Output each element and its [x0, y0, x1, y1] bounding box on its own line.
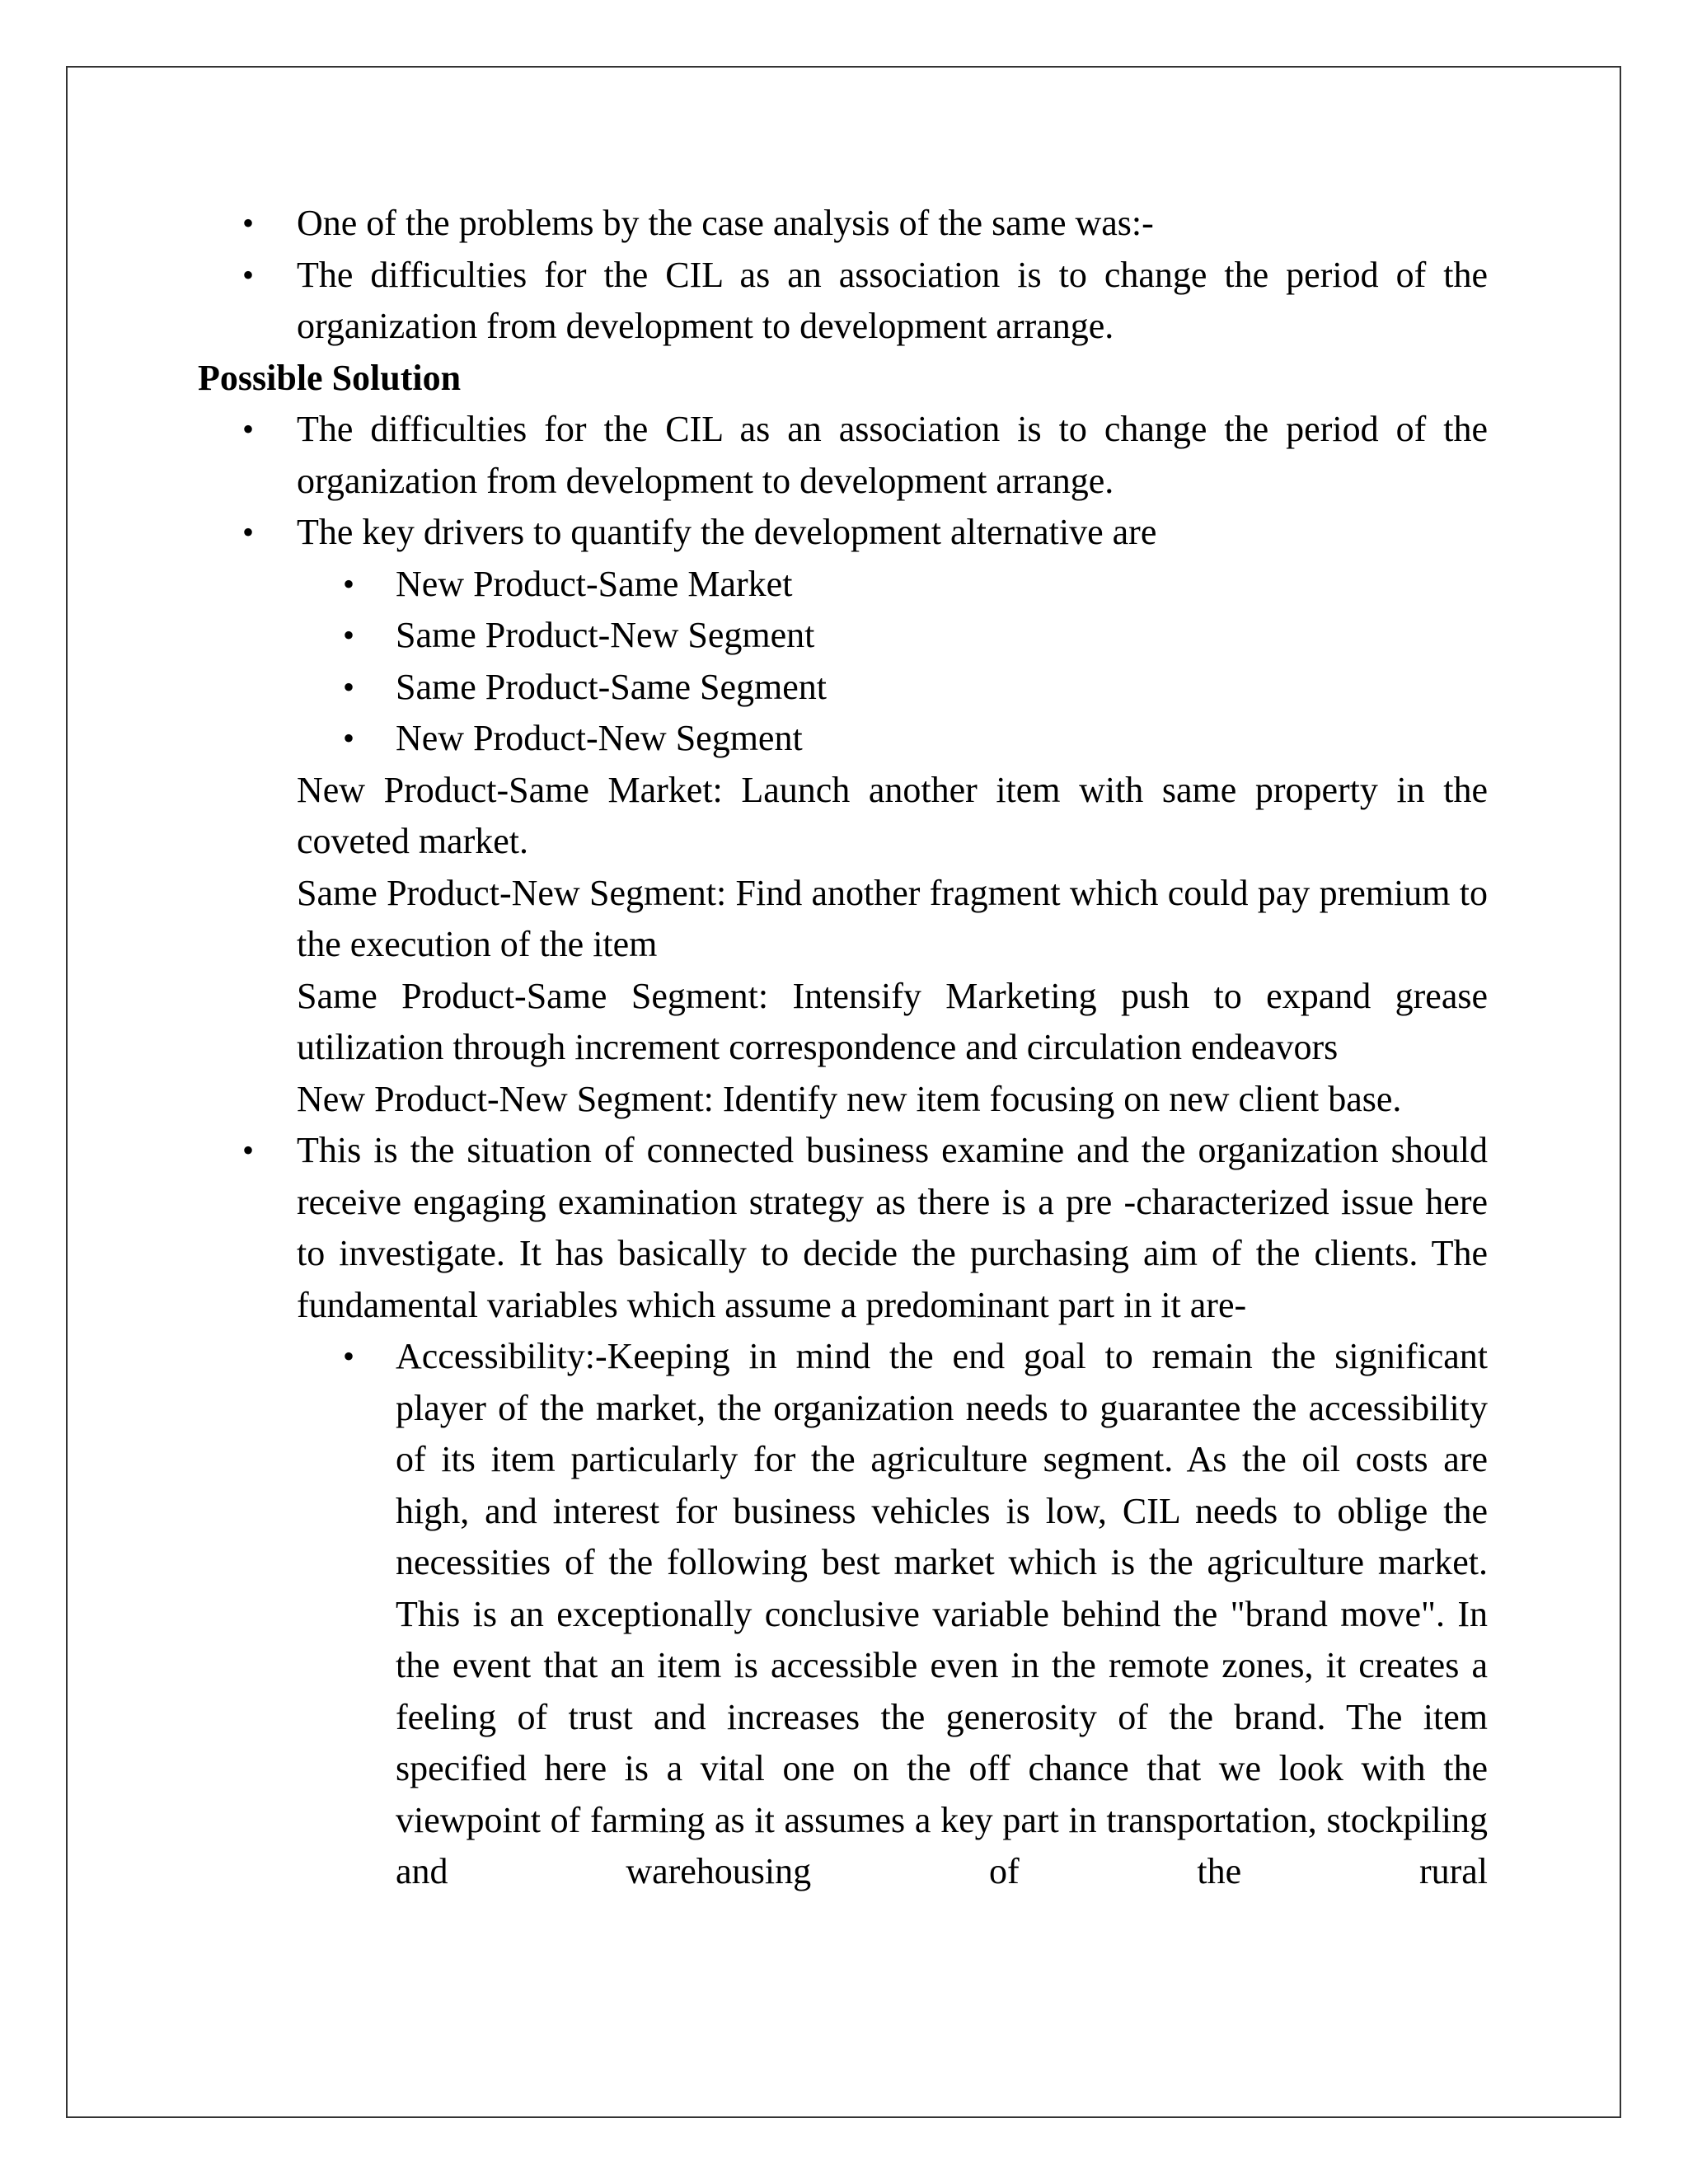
situation-bullet: • This is the situation of connected business examine and the organization should receive engaging examination strategy as there is a pre -characterized issue here to investigate. It has basically to decide the purchasing aim of the clients. The fundamental variables which assume a predominant part in it are- — [297, 1125, 1488, 1331]
solution-bullet-1: • The difficulties for the CIL as an association is to change the period of the organization from development to development arrange. — [297, 404, 1488, 507]
driver-description-1: New Product-Same Market: Launch another item with same property in the coveted market. — [297, 769, 1488, 861]
driver-item-4: • New Product-New Segment — [396, 713, 1488, 765]
intro-bullet-1: • One of the problems by the case analysis of the same was:- — [297, 198, 1488, 250]
driver-item-3: • Same Product-Same Segment — [396, 662, 1488, 714]
driver-item-2: • Same Product-New Segment — [396, 610, 1488, 662]
driver-description-2: Same Product-New Segment: Find another fragment which could pay premium to the execution of the item — [297, 872, 1488, 964]
intro-bullet-2: • The difficulties for the CIL as an association is to change the period of the organization from development to development arrange. — [297, 250, 1488, 353]
driver-description-3: Same Product-Same Segment: Intensify Marketing push to expand grease utilization through increment correspondence and circulation endeavors — [297, 975, 1488, 1067]
section-heading: Possible Solution — [198, 357, 462, 398]
document-body — [198, 198, 1488, 1898]
driver-description-4: New Product-New Segment: Identify new item focusing on new client base. — [297, 1078, 1402, 1119]
driver-item-1: • New Product-Same Market — [396, 559, 1488, 611]
accessibility-bullet: • Accessibility:-Keeping in mind the end goal to remain the significant player of the market, the organization needs to guarantee the accessibility of its item particularly for the agriculture segment. As the oil costs are high, and interest for business vehicles is low, CIL needs to oblige the necessities of the following best market which is the agriculture market. This is an exceptionally conclusive variable behind the "brand move". In the event that an item is accessible even in the remote zones, it creates a feeling of trust and increases the generosity of the brand. The item specified here is a vital one on the off chance that we look with the viewpoint of farming as it assumes a key part in transportation, stockpiling and warehousing of the rural — [396, 1331, 1488, 1898]
solution-bullet-2: • The key drivers to quantify the development alternative are — [297, 507, 1488, 559]
